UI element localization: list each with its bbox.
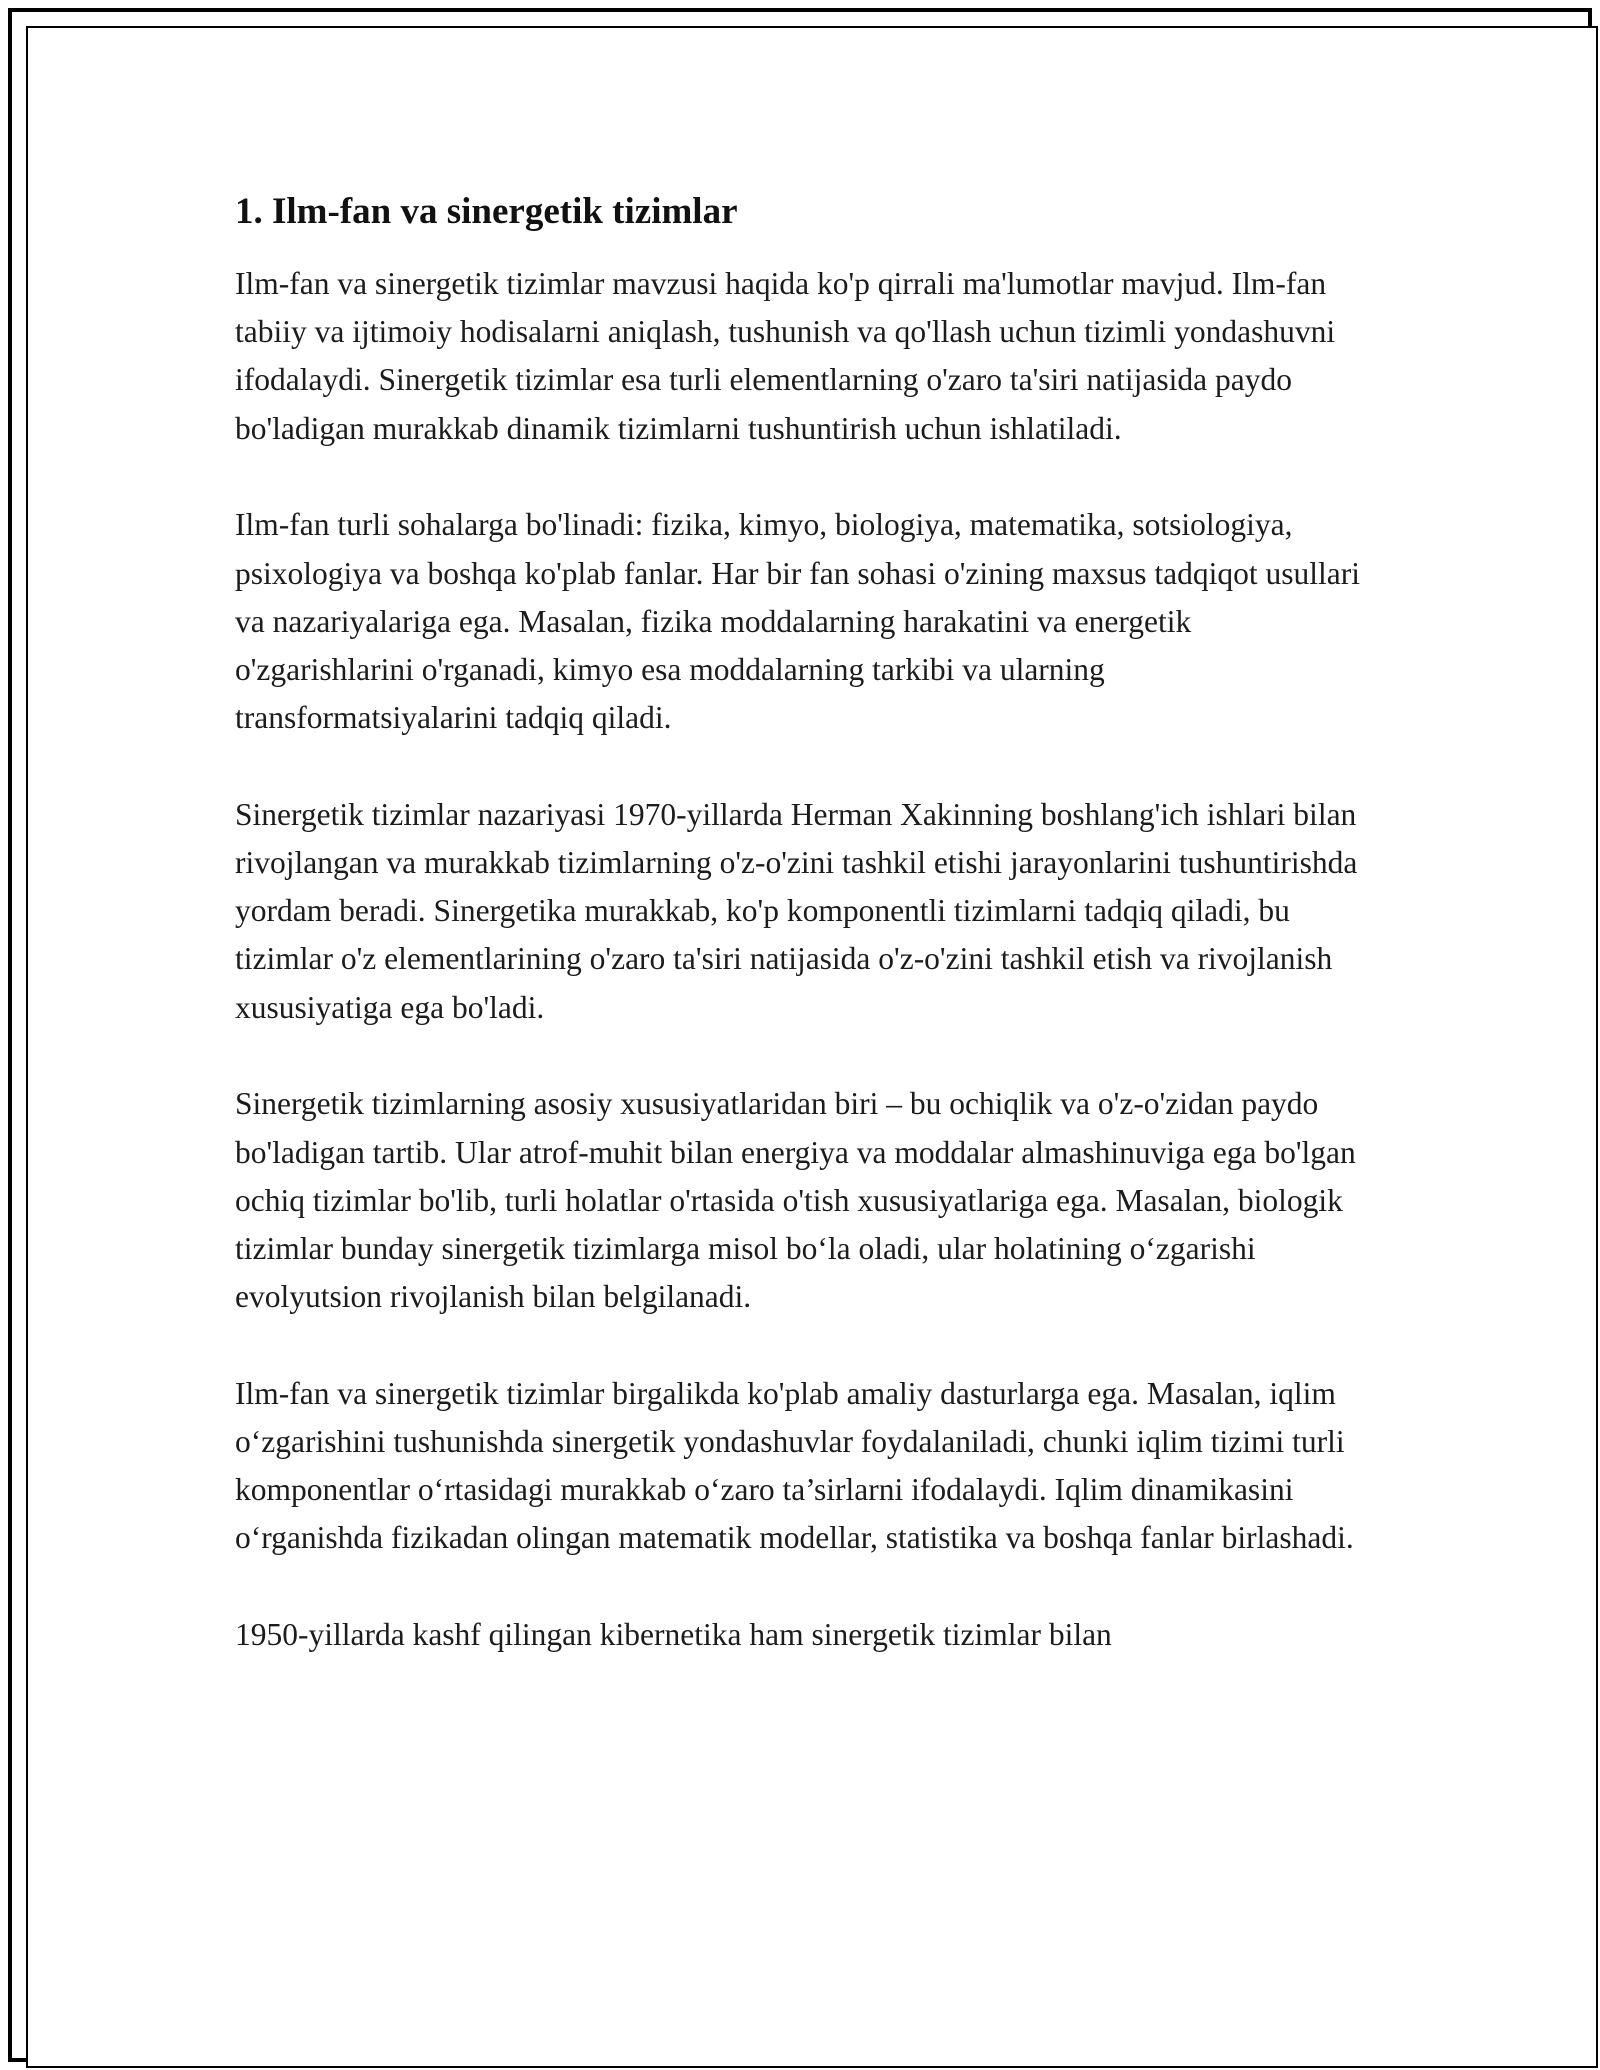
- paragraph-cybernetics: 1950-yillarda kashf qilingan kibernetika ham sinergetik tizimlar bilan: [235, 1617, 1112, 1653]
- paragraph-science-fields: Ilm-fan turli sohalarga bo'linadi: fizika, kimyo, biologiya, matematika, sotsiologiya, psixologiya va boshqa ko'plab fanlar. Har bir fan sohasi o'zining maxsus tadqiqot usullari va nazariyalariga ega. Masalan, fizika moddalarning harakatini va energetik o'zgarishlarini o'rganadi, kimyo esa moddalarning tarkibi va ularning transformatsiyalarini tadqiq qiladi.: [235, 507, 1361, 736]
- paragraph-synergetics-properties: Sinergetik tizimlarning asosiy xususiyatlaridan biri – bu ochiqlik va o'z-o'zidan paydo bo'ladigan tartib. Ular atrof-muhit bilan energiya va moddalar almashinuviga ega bo'lgan ochiq tizimlar bo'lib, turli holatlar o'rtasida o'tish xususiyatlariga ega. Masalan, biologik tizimlar bunday sinergetik tizimlarga misol bo‘la oladi, ular holatining o‘zgarishi evolyutsion rivojlanish bilan belgilanadi.: [235, 1086, 1356, 1315]
- document-body: [235, 188, 1370, 1708]
- paragraph-applications: Ilm-fan va sinergetik tizimlar birgalikda ko'plab amaliy dasturlarga ega. Masalan, iqlim o‘zgarishini tushunishda sinergetik yondashuvlar foydalaniladi, chunki iqlim tizimi turli komponentlar o‘rtasidagi murakkab o‘zaro ta’sirlarni ifodalaydi. Iqlim dinamikasini o‘rganishda fizikadan olingan matematik modellar, statistika va boshqa fanlar birlashadi.: [235, 1375, 1354, 1556]
- paragraph-synergetics-theory: Sinergetik tizimlar nazariyasi 1970-yillarda Herman Xakinning boshlang'ich ishlari bilan rivojlangan va murakkab tizimlarning o'z-o'zini tashkil etishi jarayonlarini tushuntirishda yordam beradi. Sinergetika murakkab, ko'p komponentli tizimlarni tadqiq qiladi, bu tizimlar o'z elementlarining o'zaro ta'siri natijasida o'z-o'zini tashkil etish va rivojlanish xususiyatiga ega bo'ladi.: [235, 796, 1358, 1025]
- paragraph-intro: Ilm-fan va sinergetik tizimlar mavzusi haqida ko'p qirrali ma'lumotlar mavjud. Ilm-fan tabiiy va ijtimoiy hodisalarni aniqlash, tushunish va qo'llash uchun tizimli yondashuvni ifodalaydi. Sinergetik tizimlar esa turli elementlarning o'zaro ta'siri natijasida paydo bo'ladigan murakkab dinamik tizimlarni tushuntirish uchun ishlatiladi.: [235, 266, 1336, 446]
- section-heading: 1. Ilm-fan va sinergetik tizimlar: [235, 191, 738, 232]
